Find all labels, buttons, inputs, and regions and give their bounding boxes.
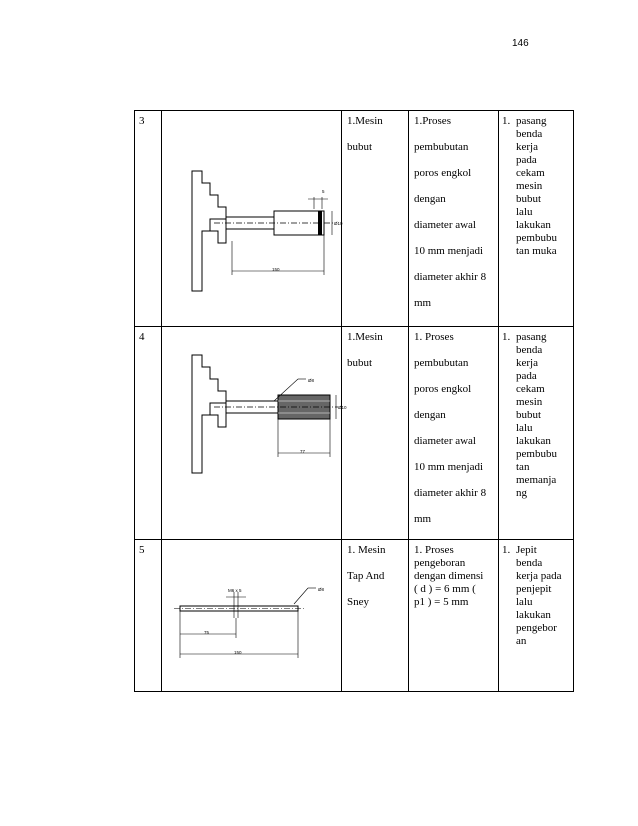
drawing-cell xyxy=(162,111,342,327)
machine-cell: 1.Mesin bubut xyxy=(342,327,409,540)
row-number: 3 xyxy=(135,111,162,327)
crankshaft-drawing xyxy=(162,111,341,327)
machine-cell: 1. Mesin Tap And Sney xyxy=(342,540,409,692)
dim-top: 5 xyxy=(322,189,325,194)
process-table xyxy=(134,110,574,692)
table-row xyxy=(135,111,574,327)
dim-length: 77 xyxy=(300,449,306,454)
process-cell: 1. Proses pengeboran dengan dimensi ( d ) = 6 mm ( p1 ) = 5 mm xyxy=(409,540,499,692)
dim-callout: Ø8 xyxy=(308,378,315,383)
dim-diameter: Ø10 xyxy=(334,221,343,226)
dim-b: 150 xyxy=(234,650,242,655)
drawing-cell xyxy=(162,327,347,540)
row-number: 5 xyxy=(135,540,162,692)
dim-callout: Ø8 xyxy=(318,587,325,592)
machine-cell: 1.Mesin bubut xyxy=(342,111,409,327)
process-cell: 1.Proses pembubutan poros engkol dengan diameter awal 10 mm menjadi diameter akhir 8 mm xyxy=(409,111,499,327)
row-number: 4 xyxy=(135,327,162,540)
dim-length: 150 xyxy=(272,267,280,272)
step-cell: 1. Jepit benda kerja pada penjepit lalu lakukan pengebor an xyxy=(499,540,574,692)
crankshaft-drawing xyxy=(162,327,341,539)
table-row xyxy=(135,540,574,692)
table-row xyxy=(135,327,574,540)
page-number: 146 xyxy=(512,38,529,49)
step-cell: 1. pasang benda kerja pada cekam mesin bubut lalu lakukan pembubu tan muka xyxy=(499,111,574,327)
drill-drawing xyxy=(162,540,341,692)
dim-diameter: Ø10 xyxy=(338,405,347,410)
dim-thread: M6 x 5 xyxy=(228,588,242,593)
step-cell: 1. pasang benda kerja pada cekam mesin bubut lalu lakukan pembubu tan memanja ng xyxy=(499,327,574,540)
drawing-cell xyxy=(162,540,342,692)
dim-a: 75 xyxy=(204,630,210,635)
process-cell: 1. Proses pembubutan poros engkol dengan diameter awal 10 mm menjadi diameter akhir 8 mm xyxy=(409,327,499,540)
